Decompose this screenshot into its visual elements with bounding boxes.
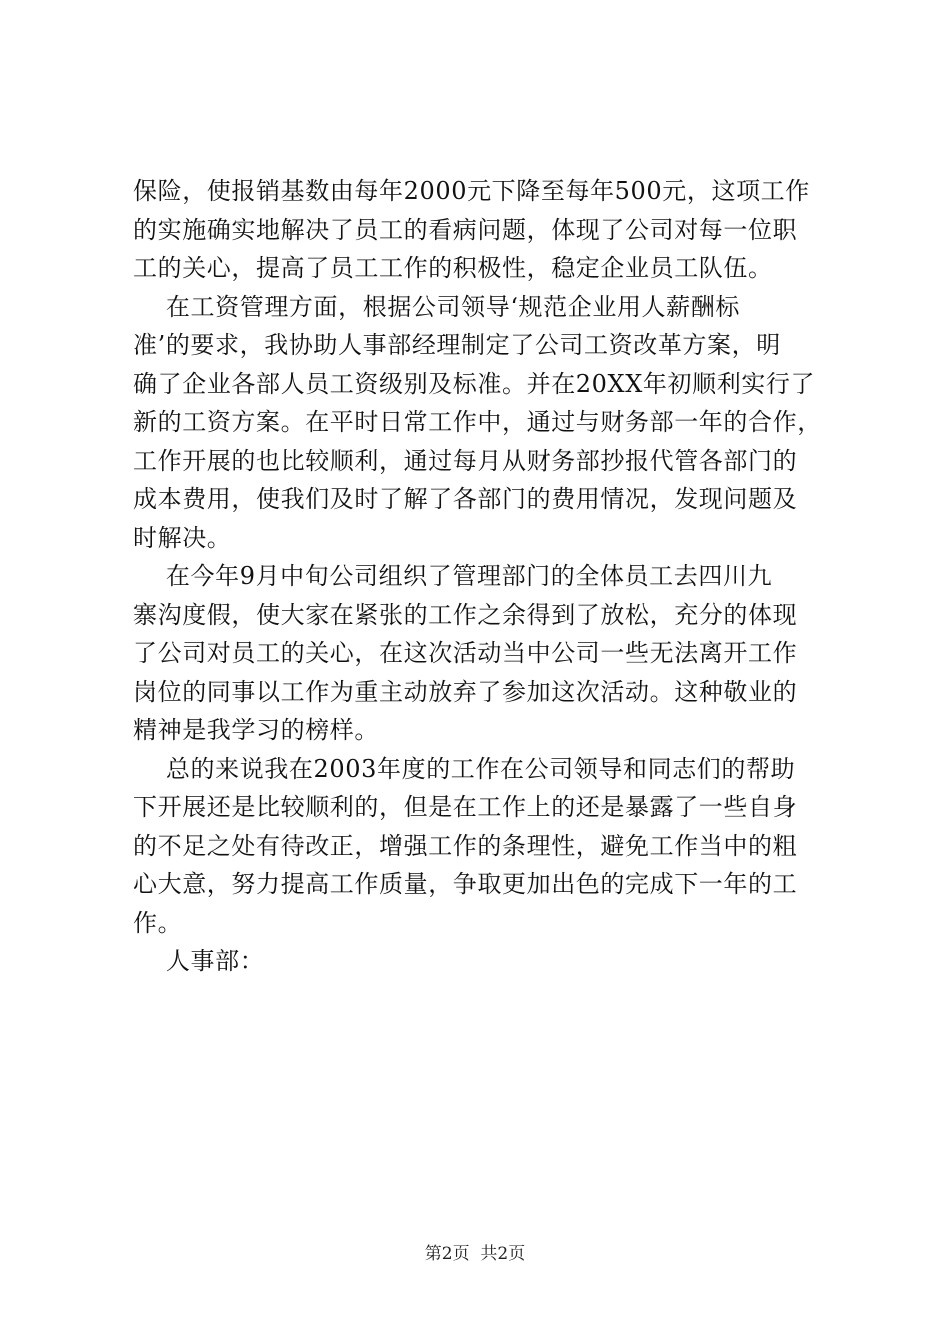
text-line: 心大意，努力提高工作质量，争取更加出色的完成下一年的工 (133, 870, 798, 898)
text-line: 保险，使报销基数由每年2000元下降至每年500元，这项工作 (133, 177, 810, 205)
text-line: 作。 (133, 908, 183, 937)
text-line: 工的关心，提高了员工工作的积极性，稳定企业员工队伍。 (133, 254, 773, 282)
document-body (133, 172, 833, 981)
text-line: 岗位的同事以工作为重主动放弃了参加这次活动。这种敬业的 (133, 677, 798, 706)
text-line: 寨沟度假，使大家在紧张的工作之余得到了放松，充分的体现 (133, 600, 798, 629)
text-line: 下开展还是比较顺利的，但是在工作上的还是暴露了一些自身 (133, 793, 798, 821)
text-line: 的实施确实地解决了员工的看病问题，体现了公司对每一位职 (133, 215, 798, 244)
text-line: 总的来说我在2003年度的工作在公司领导和同志们的帮助 (133, 754, 796, 783)
text-line: 时解决。 (133, 523, 232, 552)
page-number-footer: 第2页 共2页 (424, 1244, 526, 1264)
text-line: 确了企业各部人员工资级别及标准。并在20XX年初顺利实行了 (133, 369, 816, 398)
text-line: 新的工资方案。在平时日常工作中，通过与财务部一年的合作， (133, 408, 822, 436)
text-line: 的不足之处有待改正，增强工作的条理性，避免工作当中的粗 (133, 831, 798, 860)
signature-line: 人事部： (133, 947, 265, 975)
text-line: 在今年9月中旬公司组织了管理部门的全体员工去四川九 (133, 562, 773, 590)
text-line: 工作开展的也比较顺利，通过每月从财务部抄报代管各部门的 (133, 446, 798, 475)
text-line: 准’的要求，我协助人事部经理制定了公司工资改革方案，明 (133, 331, 781, 359)
text-line: 精神是我学习的榜样。 (133, 716, 379, 744)
text-line: 成本费用，使我们及时了解了各部门的费用情况，发现问题及 (133, 485, 798, 513)
text-line: 了公司对员工的关心，在这次活动当中公司一些无法离开工作 (133, 639, 798, 667)
text-line: 在工资管理方面，根据公司领导‘规范企业用人薪酬标 (133, 292, 740, 321)
